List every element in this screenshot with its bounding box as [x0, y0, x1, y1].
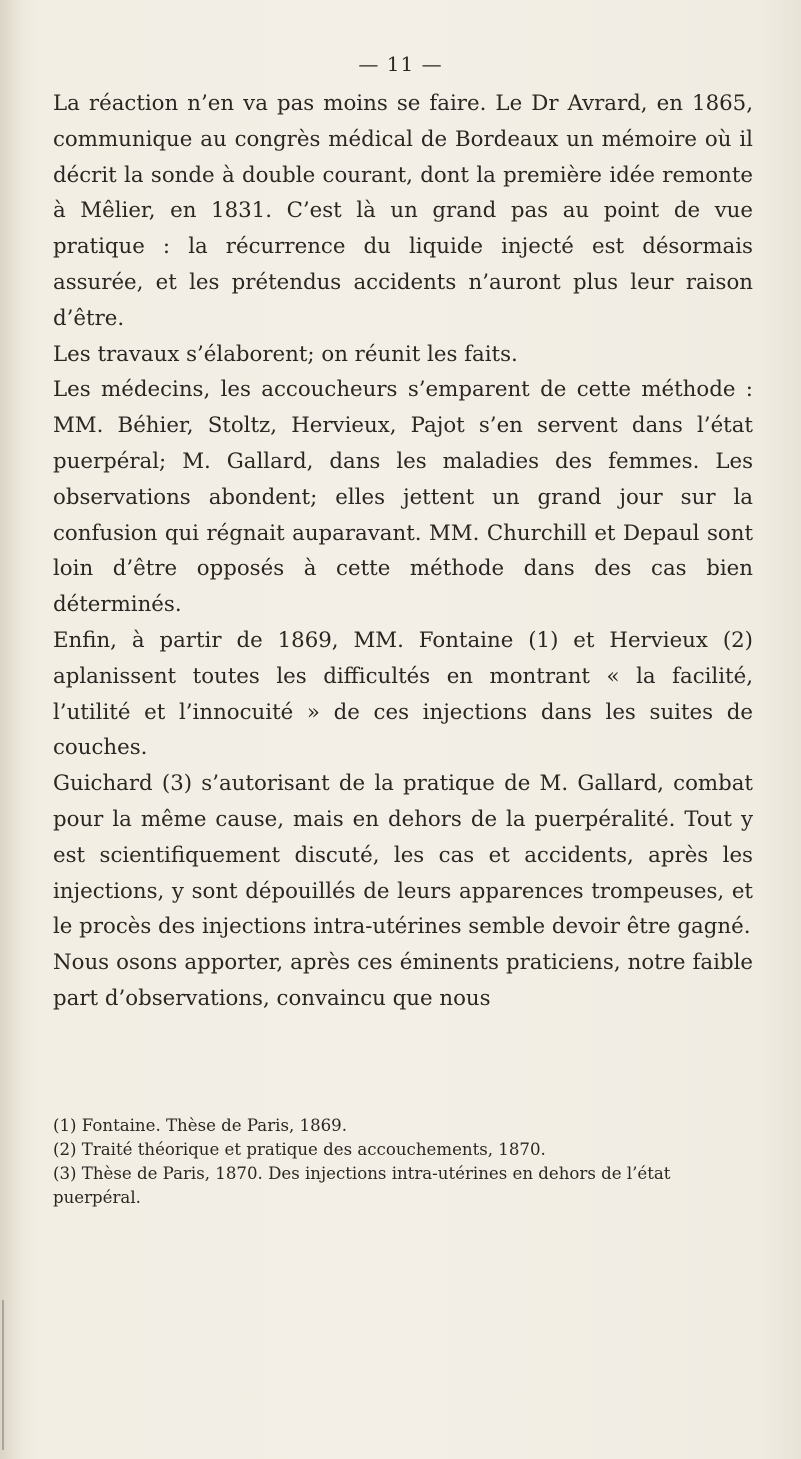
footnotes: [53, 1114, 753, 1210]
paragraph-4: Enfin, à partir de 1869, MM. Fontaine (1) et Hervieux (2) aplanissent toutes les difficultés en montrant « la facilité, l’utilité et l’innocuité » de ces injections dans les suites de couches.: [53, 627, 753, 761]
footnote-1: (1) Fontaine. Thèse de Paris, 1869.: [53, 1116, 348, 1135]
paragraph-5: Guichard (3) s’autorisant de la pratique de M. Gallard, combat pour la même cause, mais en dehors de la puerpéralité. Tout y est scientifiquement discuté, les cas et accidents, après les injections, y sont dépouillés de leurs apparences trompeuses, et le procès des injections intra-utérines semble devoir être gagné.: [53, 771, 753, 940]
body-text: [53, 86, 753, 1017]
page-edge-shadow: [0, 0, 22, 1459]
footnote-2: (2) Traité théorique et pratique des accouchements, 1870.: [53, 1140, 546, 1159]
paragraph-3: Les médecins, les accoucheurs s’emparent de cette méthode : MM. Béhier, Stoltz, Hervieux, Pajot s’en servent dans l’état puerpéral; M. Gallard, dans les maladies des femmes. Les observations abondent; elles jettent un grand jour sur la confusion qui régnait auparavant. MM. Churchill et Depaul sont loin d’être opposés à cette méthode dans des cas bien déterminés.: [53, 377, 753, 618]
footnote-3: (3) Thèse de Paris, 1870. Des injections intra-utérines en dehors de l’état puerpéral.: [53, 1164, 671, 1207]
page-number: — 11 —: [358, 52, 443, 76]
paragraph-6: Nous osons apporter, après ces éminents praticiens, notre faible part d’observations, convaincu que nous: [53, 950, 753, 1011]
paragraph-2: Les travaux s’élaborent; on réunit les faits.: [53, 341, 518, 367]
paragraph-1: La réaction n’en va pas moins se faire. Le Dr Avrard, en 1865, communique au congrès médical de Bordeaux un mémoire où il décrit la sonde à double courant, dont la première idée remonte à Mêlier, en 1831. C’est là un grand pas au point de vue pratique : la récurrence du liquide injecté est désormais assurée, et les prétendus accidents n’auront plus leur raison d’être.: [53, 91, 753, 331]
binding-mark: [2, 1300, 4, 1450]
